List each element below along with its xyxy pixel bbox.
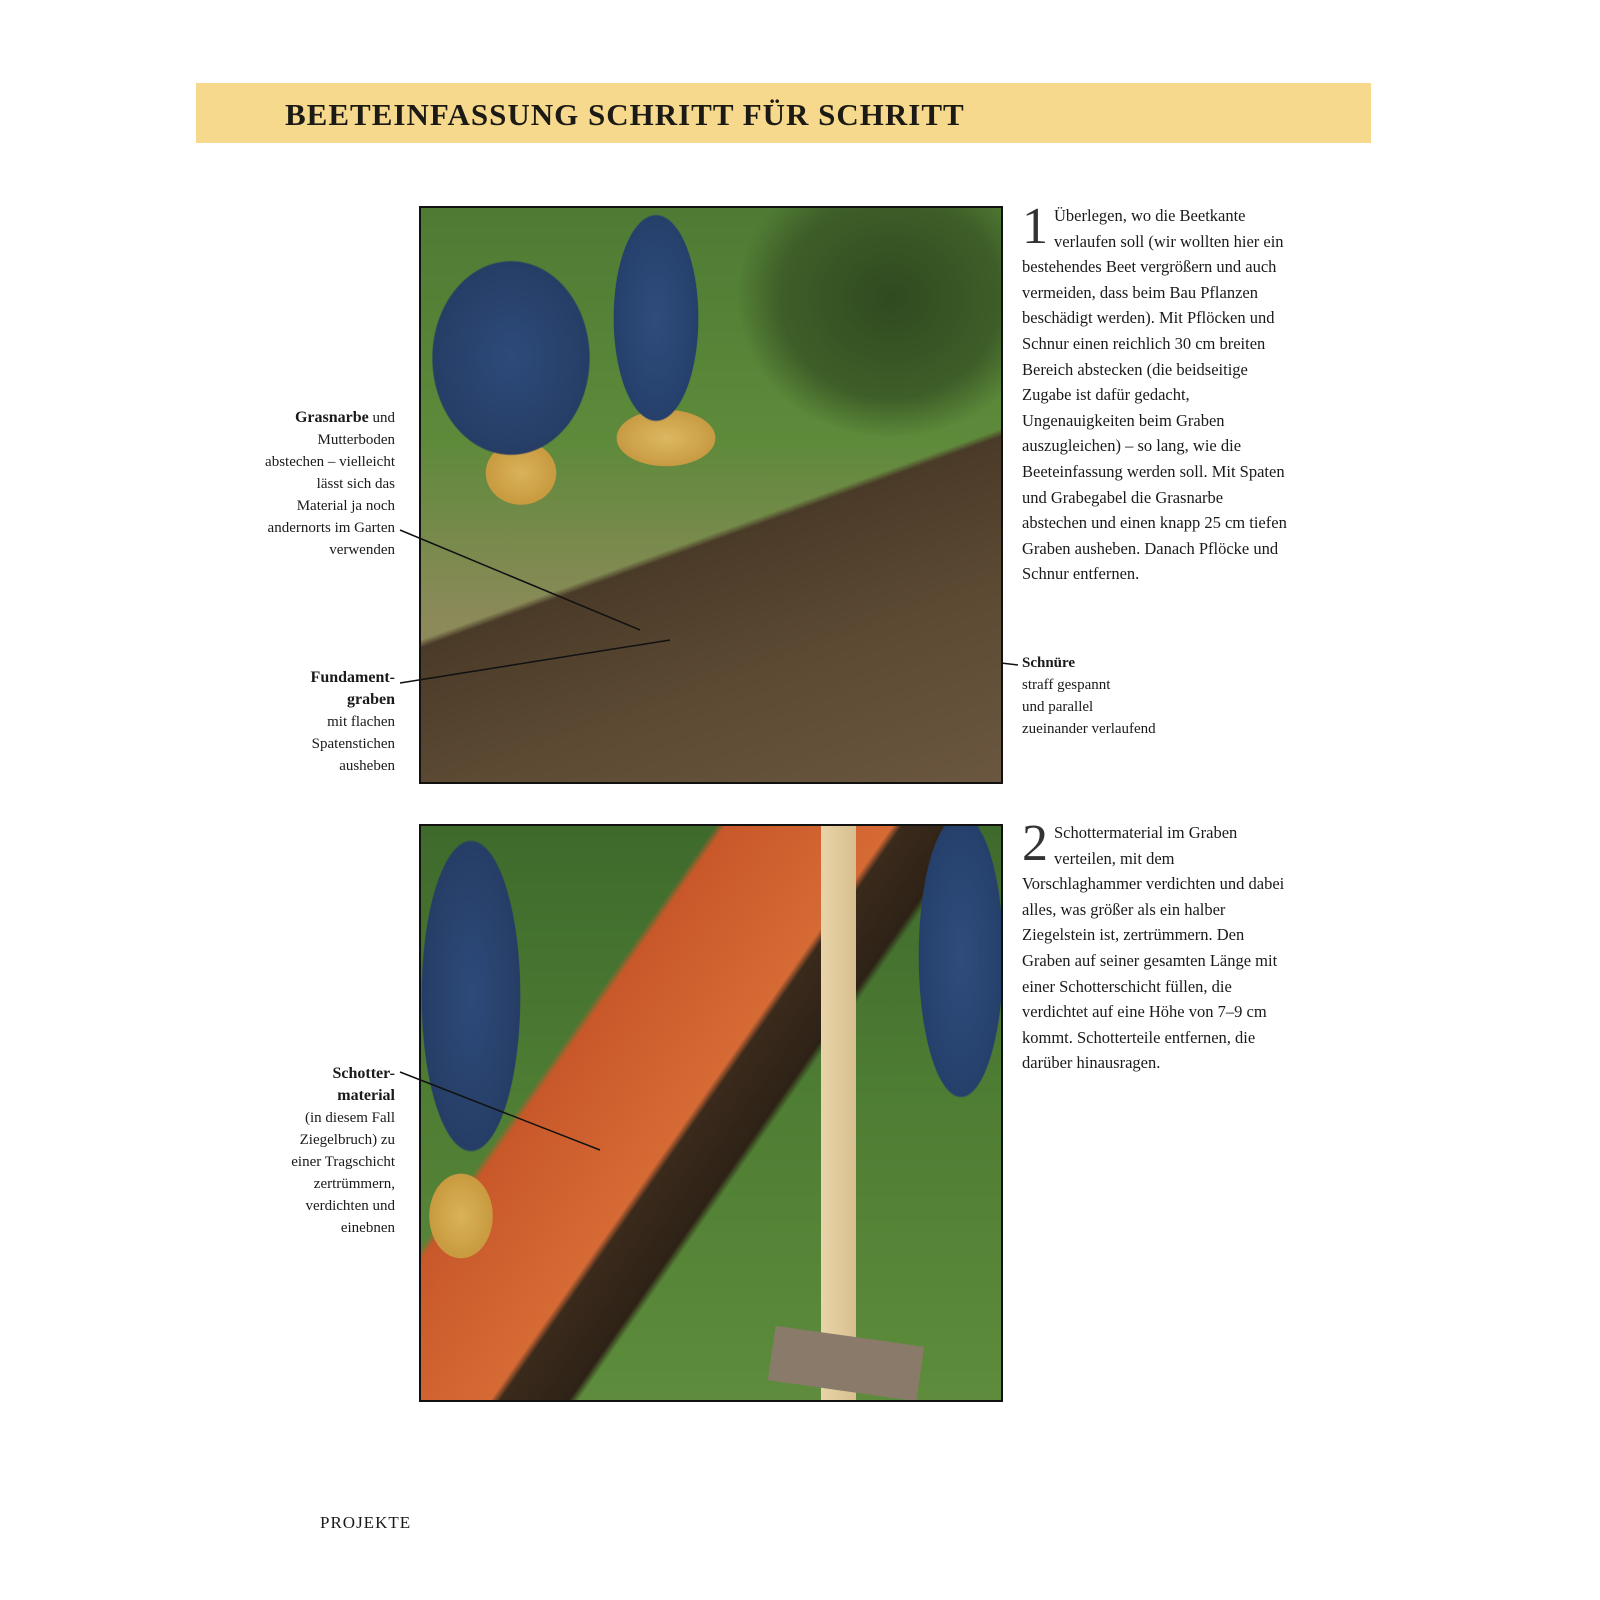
caption-grasnarbe xyxy=(265,407,395,561)
caption-schotter xyxy=(280,1063,395,1239)
step-2 xyxy=(1022,815,1287,1076)
caption-schnuere xyxy=(1022,652,1156,740)
page-title: BEETEINFASSUNG SCHRITT FÜR SCHRITT xyxy=(285,97,965,132)
caption-text: mit flachen Spatenstichen ausheben xyxy=(311,714,395,774)
caption-heading: Schotter-material xyxy=(332,1065,395,1104)
caption-heading: Schnüre xyxy=(1022,655,1076,671)
step-number: 2 xyxy=(1022,815,1048,872)
caption-text: und parallel xyxy=(1022,699,1094,715)
caption-fundament xyxy=(285,667,395,777)
step-number: 1 xyxy=(1022,198,1048,255)
step-text: Überlegen, wo die Beetkante verlaufen soll (wir wollten hier ein bestehendes Beet vergrößern und auch vermeiden, dass beim Bau Pflanzen beschädigt werden). Mit Pflöcken und Schnur einen reichlich 30 cm breiten Bereich abstecken (die beidseitige Zugabe ist dafür gedacht, Ungenauigkeiten beim Graben auszugleichen) – so lang, wie die Beeteinfassung werden soll. Mit Spaten und Grabegabel die Grasnarbe abstechen und einen knapp 25 cm tiefen Graben ausheben. Danach Pflöcke und Schnur entfernen. xyxy=(1022,206,1287,584)
step-text: Schottermaterial im Graben verteilen, mit dem Vorschlaghammer verdichten und dabei alles, was größer als ein halber Ziegelstein ist, zertrümmern. Den Graben auf seiner gesamten Länge mit einer Schotterschicht füllen, die verdichtet auf eine Höhe von 7–9 cm kommt. Schotterteile entfernen, die darüber hinausragen. xyxy=(1022,823,1285,1073)
caption-text: und Mutterboden abstechen – vielleicht lässt sich das Material ja noch andernorts im Garten verwenden xyxy=(265,410,395,558)
caption-heading: Grasnarbe xyxy=(294,409,369,426)
step-1 xyxy=(1022,198,1287,587)
caption-text: zueinander verlaufend xyxy=(1022,721,1156,737)
footer-section-label: PROJEKTE xyxy=(320,1513,412,1532)
caption-text: straff gespannt xyxy=(1022,677,1111,693)
caption-heading: Fundament-graben xyxy=(310,669,395,708)
caption-text: (in diesem Fall Ziegelbruch) zu einer Tragschicht zertrümmern, verdichten und einebnen xyxy=(291,1110,395,1236)
